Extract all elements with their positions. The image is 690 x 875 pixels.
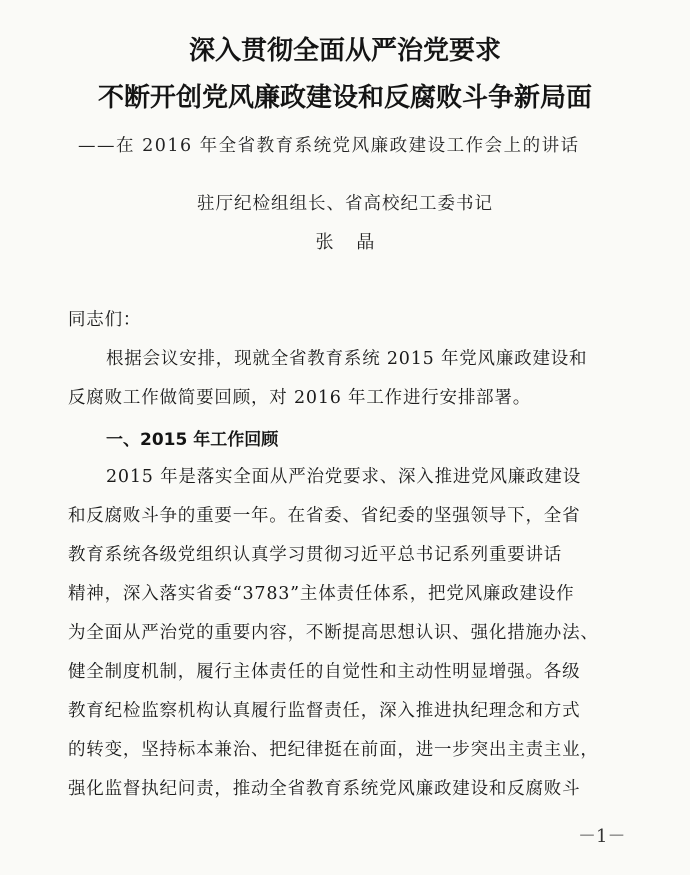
title-line-1: 深入贯彻全面从严治党要求: [188, 36, 501, 66]
body-line: 强化监督执纪问责，推动全省教育系统党风廉政建设和反腐败斗: [68, 779, 581, 799]
body-line: 2015 年是落实全面从严治党要求、深入推进党风廉政建设: [106, 467, 581, 487]
author-name: 张 晶: [315, 232, 375, 253]
subtitle: ——在 2016 年全省教育系统党风廉政建设工作会上的讲话: [78, 136, 580, 156]
body-line: 教育系统各级党组织认真学习贯彻习近平总书记系列重要讲话: [68, 545, 563, 565]
body-line: 为全面从严治党的重要内容，不断提高思想认识、强化措施办法、: [68, 623, 599, 643]
salutation: 同志们：: [68, 310, 142, 330]
title-line-2: 不断开创党风廉政建设和反腐败斗争新局面: [97, 83, 592, 113]
page-number: －1－: [578, 826, 626, 847]
body-line: 健全制度机制，履行主体责任的自觉性和主动性明显增强。各级: [68, 662, 581, 682]
section-heading: 一、2015 年工作回顾: [106, 430, 279, 450]
intro-line: 根据会议安排，现就全省教育系统 2015 年党风廉政建设和: [106, 349, 588, 369]
body-line: 的转变，坚持标本兼治、把纪律挺在前面，进一步突出主责主业，: [68, 740, 599, 760]
author-role: 驻厅纪检组组长、省高校纪工委书记: [197, 194, 493, 214]
intro-line: 反腐败工作做简要回顾，对 2016 年工作进行安排部署。: [68, 388, 532, 408]
body-line: 精神，深入落实省委“3783”主体责任体系，把党风廉政建设作: [68, 584, 575, 604]
body-line: 教育纪检监察机构认真履行监督责任，深入推进执纪理念和方式: [68, 701, 581, 721]
body-line: 和反腐败斗争的重要一年。在省委、省纪委的坚强领导下，全省: [68, 506, 581, 526]
